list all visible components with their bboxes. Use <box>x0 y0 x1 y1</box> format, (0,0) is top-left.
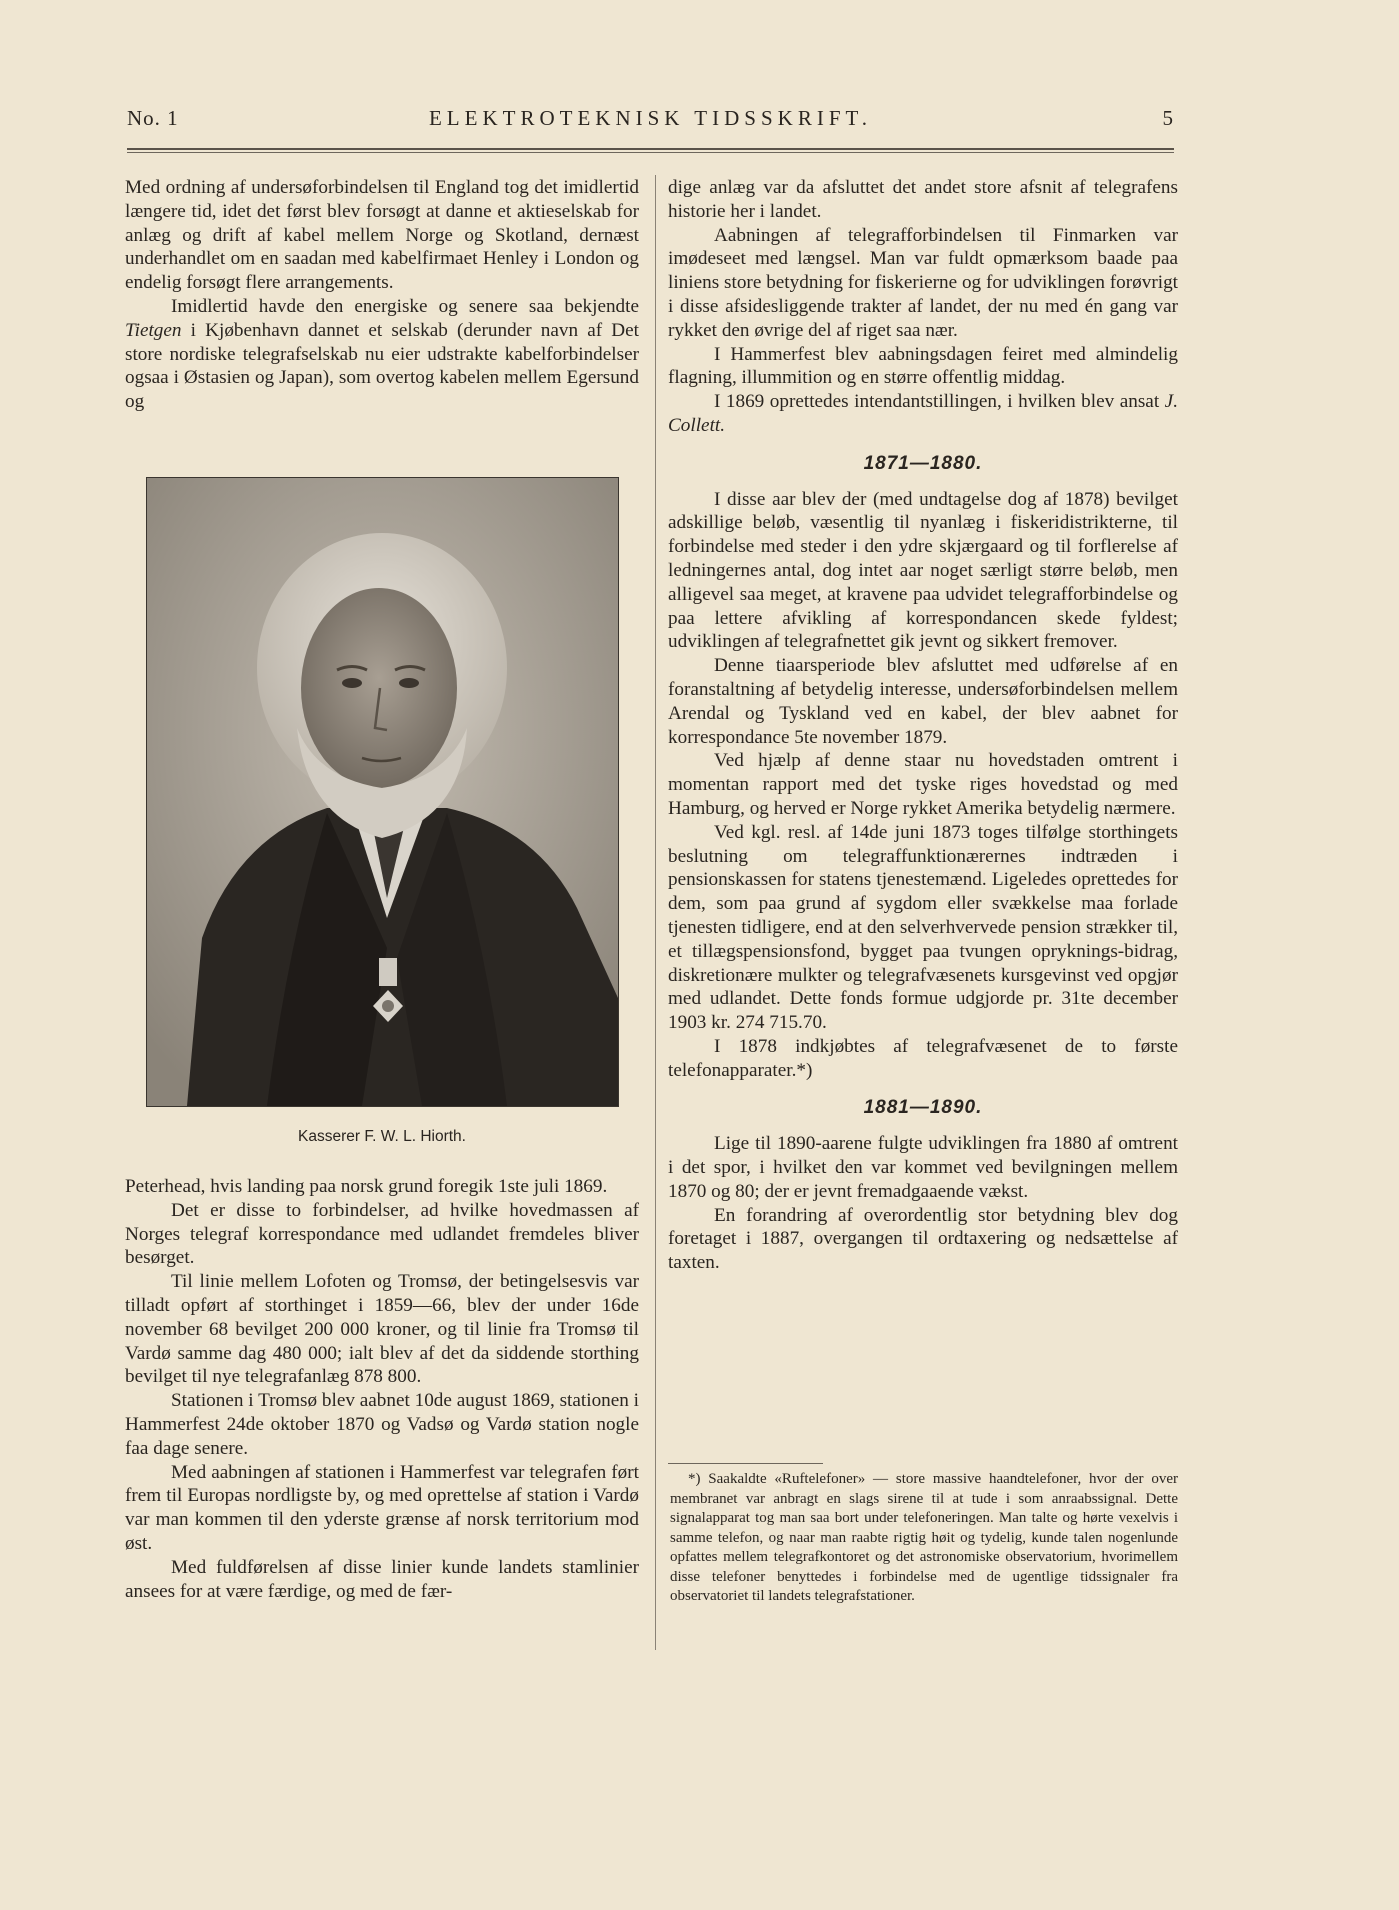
photo-caption: Kasserer F. W. L. Hiorth. <box>298 1128 466 1145</box>
paragraph: Ved kgl. resl. af 14de juni 1873 toges tilfølge storthingets beslutning om telegraffunktionærernes indtræden i pensionskassen for statens tjenestemænd. Ligeledes oprettedes for dem, som paa grund af sygdom eller svækkelse maa forlade tjenesten tidligere, end at den selverhvervede pension strækker til, et tillægspensionsfond, bygget paa tvungen opryknings-bidrag, diskretionære mulkter og telegrafvæsenets kursgevinst ved opgjør med udlandet. Dette fonds formue udgjorde pr. 31te december 1903 kr. 274 715.70. <box>668 821 1178 1034</box>
paragraph: Med ordning af undersøforbindelsen til England tog det imidlertid længere tid, idet det først blev forsøgt at danne et aktieselskab for anlæg og drift af kabel mellem Norge og Skotland, dernæst underhandlet om en saadan med kabelfirmaet Henley i London og endelig forsøgt flere arrangements. <box>125 177 639 294</box>
person-name: J. Collett. <box>668 391 1178 436</box>
paragraph: Stationen i Tromsø blev aabnet 10de august 1869, stationen i Hammerfest 24de oktober 1870 og Vadsø og Vardø station nogle faa dage senere. <box>125 1390 639 1459</box>
section-heading-1881-1890: 1881—1890. <box>863 1097 983 1119</box>
paragraph: Med fuldførelsen af disse linier kunde landets stamlinier ansees for at være færdige, og med de fær- <box>125 1556 639 1602</box>
issue-number: No. 1 <box>127 106 179 130</box>
journal-title: ELEKTROTEKNISK TIDSSKRIFT. <box>428 106 873 130</box>
left-column-bottom <box>125 1175 639 1603</box>
paragraph: Lige til 1890-aarene fulgte udviklingen fra 1880 af omtrent i det spor, i hvilket den var kommet ved bevilgningen mellem 1870 og 80; der er jevnt fremadgaaende vækst. <box>668 1133 1178 1202</box>
paragraph: I Hammerfest blev aabningsdagen feiret med almindelig flagning, illummition og en større offentlig middag. <box>668 343 1178 389</box>
paragraph: Peterhead, hvis landing paa norsk grund foregik 1ste juli 1869. <box>125 1176 608 1197</box>
footnote-text: *) Saakaldte «Ruftelefoner» — store massive haandtelefoner, hvor der over membranet var anbragt en slags sirene til at tude i som anraabssignal. Dette signalapparat tog man saa bort under telefoneringen. Man talte og hørte vexelvis i samme telefon, og naar man raabte rigtig høit og tydelig, kunde talen nogenlunde opfattes mellem telegrafkontoret og det astronomiske observatorium, hvorimellem disse telefoner benyttedes i forbindelse med de ugentlige tidssignaler fra observatoriet til landets telegrafstationer. <box>670 1471 1178 1604</box>
page-number: 5 <box>1162 106 1174 130</box>
paragraph: En forandring af overordentlig stor betydning blev dog foretaget i 1887, overgangen til ordtaxering og nedsættelse af taxten. <box>668 1204 1178 1274</box>
right-column <box>668 176 1178 1275</box>
column-divider <box>655 175 656 1650</box>
section-heading-1871-1880: 1871—1880. <box>863 452 983 474</box>
paragraph: Med aabningen af stationen i Hammerfest var telegrafen ført frem til Europas nordligste by, og med oprettelse af station i Vardø var man kommen til den yderste grænse af norsk territorium mod øst. <box>125 1461 639 1554</box>
footnote-rule <box>668 1463 823 1464</box>
person-name: Tietgen <box>125 319 182 341</box>
paragraph: Denne tiaarsperiode blev afsluttet med udførelse af en foranstaltning af betydelig interesse, undersøforbindelsen mellem Arendal og Tyskland ved en kabel, der blev aabnet for korrespondance 5te november 1879. <box>668 655 1178 748</box>
running-header <box>127 106 1174 136</box>
paragraph: Det er disse to forbindelser, ad hvilke hovedmassen af Norges telegraf korrespondance med udlandet fremdeles bliver besørget. <box>125 1199 639 1269</box>
header-rule <box>127 148 1174 150</box>
paragraph: dige anlæg var da afsluttet det andet store afsnit af telegrafens historie her i landet. <box>668 177 1178 222</box>
left-column-top <box>125 176 639 414</box>
paragraph <box>668 390 1178 438</box>
paragraph: Til linie mellem Lofoten og Tromsø, der betingelsesvis var tilladt opført af storthinget i 1859—66, blev der under 16de november 68 bevilget 200 000 kroner, og til linie fra Tromsø til Vardø samme dag 480 000; ialt blev af det da siddende storthing bevilget til nye telegrafanlæg 878 800. <box>125 1271 639 1388</box>
portrait-illustration <box>147 478 618 1106</box>
paragraph <box>125 295 639 414</box>
text-run: Imidlertid havde den energiske og senere saa bekjendte <box>171 295 639 317</box>
footnote <box>670 1470 1178 1607</box>
text-run: I 1869 oprettedes intendantstillingen, i hvilken blev ansat <box>714 391 1165 413</box>
paragraph: I disse aar blev der (med undtagelse dog af 1878) bevilget adskillige beløb, væsentlig til nyanlæg i fiskeridistrikterne, til forbindelse med steder i den ydre skjærgaard og til forflerelse af ledningernes antal, dog intet aar noget særligt større beløb, men alligevel saa meget, at kravene paa udvidet telegrafforbindelse og paa lettere afvikling af korrespondancen skede fyldest; udviklingen af telegrafnettet gik jevnt og sikkert fremover. <box>668 488 1178 653</box>
portrait-photo <box>146 477 619 1107</box>
paragraph: I 1878 indkjøbtes af telegrafvæsenet de to første telefonapparater.*) <box>668 1035 1178 1081</box>
paragraph: Ved hjælp af denne staar nu hovedstaden omtrent i momentan rapport med det tyske riges hovedstad og med Hamburg, og herved er Norge rykket Amerika betydelig nærmere. <box>668 750 1178 819</box>
text-run: i Kjøbenhavn dannet et selskab (derunder navn af Det store nordiske telegrafselskab nu eier udstrakte kabelforbindelser ogsaa i Østasien og Japan), som overtog kabelen mellem Egersund og <box>125 319 639 413</box>
header-rule-thin <box>127 152 1174 153</box>
paragraph: Aabningen af telegrafforbindelsen til Finmarken var imødeseet med længsel. Man var fuldt opmærksom baade paa liniens store betydning for fiskerierne og for udviklingen forøvrigt i disse afsidesliggende trakter af landet, der nu med én gang var rykket den øvrige del af riget saa nær. <box>668 224 1178 341</box>
